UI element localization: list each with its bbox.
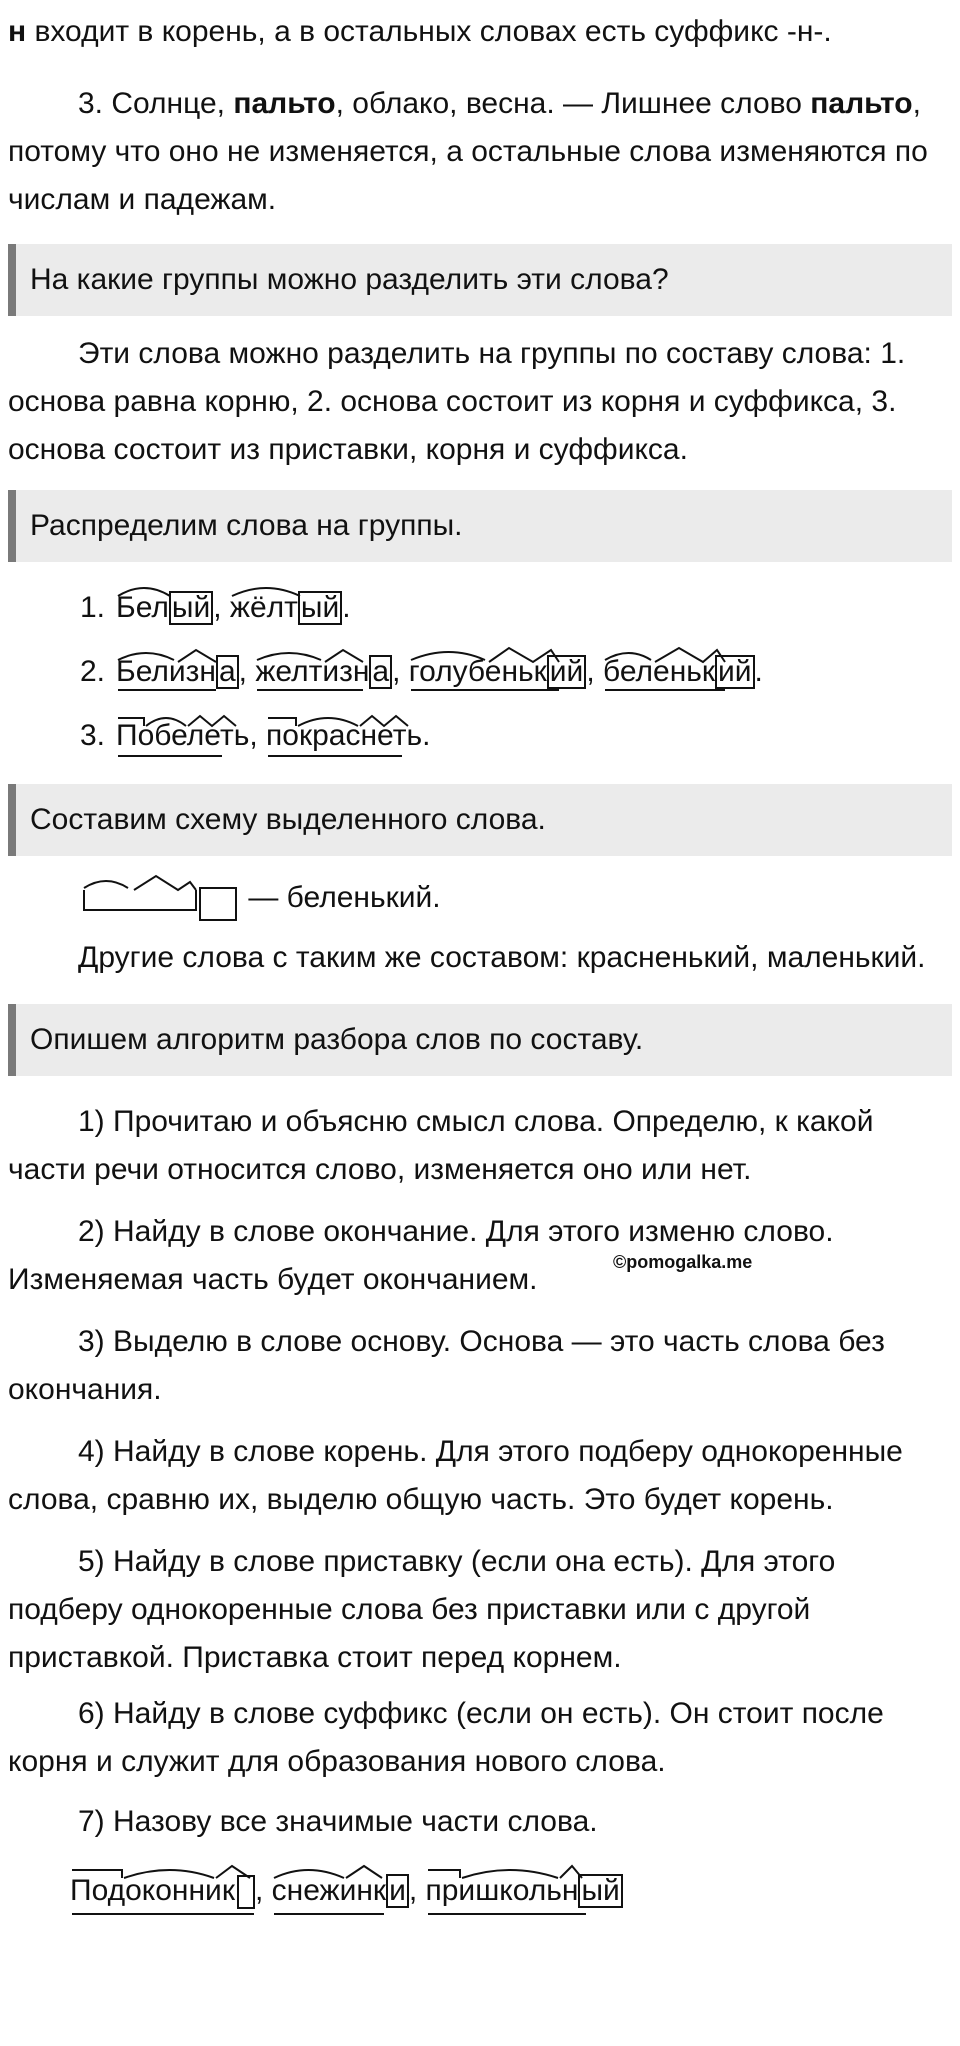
group-2 — [8, 640, 952, 704]
question-scheme: Составим схему выделенного слова. — [8, 784, 952, 856]
group-1 — [8, 576, 952, 640]
word-prishkolnyj — [426, 1856, 623, 1926]
separator: , — [213, 591, 230, 624]
final-example — [8, 1856, 952, 1926]
separator: . — [754, 655, 763, 688]
separator: , — [408, 1874, 426, 1907]
word-stem: пришкольн — [425, 1874, 579, 1907]
text: , потому что оно не изменяется, а остальные слова изменяются по числам и падежам. — [8, 87, 928, 216]
intro-line — [8, 8, 952, 56]
word-belenkij — [603, 640, 755, 704]
question-groups: На какие группы можно разделить эти слова? — [8, 244, 952, 316]
group-3 — [8, 704, 952, 768]
separator: , — [254, 1874, 272, 1907]
word-golubenkij — [409, 640, 587, 704]
watermark: ©pomogalka.me — [613, 1252, 753, 1272]
ending-box: ый — [298, 591, 342, 625]
question-algorithm: Опишем алгоритм разбора слов по составу. — [8, 1004, 952, 1076]
word-stem: Бел — [116, 591, 169, 624]
word-stem: беленьк — [602, 655, 716, 688]
bold-word: пальто — [810, 87, 913, 120]
paragraph-3 — [8, 80, 952, 224]
ending-box: ий — [715, 655, 755, 689]
word-pokrasnet — [266, 704, 422, 768]
word-pobelet — [116, 704, 249, 768]
word-snezhinki — [272, 1856, 409, 1926]
scheme-line — [8, 870, 952, 926]
question-distribute: Распределим слова на группы. — [8, 490, 952, 562]
list-number: 3. — [80, 719, 106, 752]
step-2: 2) Найду в слове окончание. Для этого изменю слово. Изменяемая часть будет окончанием. — [8, 1215, 834, 1296]
word-text: Подоконник — [70, 1874, 235, 1907]
intro-text: входит в корень, а в остальных словах есть суффикс -н-. — [26, 15, 832, 48]
word-text: Побелеть — [116, 719, 250, 752]
step-4: 4) Найду в слове корень. Для этого подберу однокоренные слова, сравню их, выделю общую часть. Это будет корень. — [8, 1435, 903, 1516]
word-stem: желтизн — [255, 655, 370, 688]
word-stem: снежинк — [271, 1874, 387, 1907]
list-number: 1. — [80, 591, 106, 624]
word-stem: голубеньк — [408, 655, 547, 688]
word-stem: Белизн — [116, 655, 216, 688]
bold-letter: н — [8, 15, 27, 48]
ending-box: ый — [169, 591, 213, 625]
bold-word: пальто — [233, 87, 336, 120]
separator: , — [392, 655, 409, 688]
word-text: покраснеть — [266, 719, 423, 752]
separator: , — [249, 719, 267, 752]
ending-box: ий — [547, 655, 587, 689]
ending-box: и — [386, 1874, 409, 1908]
word-stem: жёлт — [229, 591, 298, 624]
separator: . — [342, 591, 351, 624]
ending-box: а — [216, 655, 239, 689]
separator: , — [238, 655, 256, 688]
word-podokonnik — [70, 1856, 255, 1926]
step-7: 7) Назову все значимые части слова. — [78, 1805, 598, 1838]
text: , облако, весна. — Лишнее слово — [335, 87, 811, 120]
step-3: 3) Выделю в слове основу. Основа — это часть слова без окончания. — [8, 1325, 885, 1406]
word-scheme-diagram — [80, 874, 240, 924]
word-zheltyj — [230, 576, 342, 640]
text: 3. Солнце, — [78, 87, 234, 120]
empty-ending-box — [237, 1875, 255, 1909]
page-content — [8, 0, 952, 1926]
step-5: 5) Найду в слове приставку (если она есть). Для этого подберу однокоренные слова без приставки или с другой приставкой. Приставка стоит перед корнем. — [8, 1545, 836, 1674]
list-number: 2. — [80, 655, 106, 688]
answer-scheme: Другие слова с таким же составом: красненький, маленький. — [78, 941, 926, 974]
separator: , — [586, 655, 603, 688]
separator: . — [422, 719, 431, 752]
step-1: 1) Прочитаю и объясню смысл слова. Определю, к какой части речи относится слово, изменяется оно или нет. — [8, 1105, 874, 1186]
answer-groups: Эти слова можно разделить на группы по составу слова: 1. основа равна корню, 2. основа состоит из корня и суффикса, 3. основа состоит из приставки, корня и суффикса. — [8, 337, 906, 466]
ending-box: а — [369, 655, 392, 689]
ending-box: ый — [578, 1874, 622, 1908]
word-zheltizna — [255, 640, 392, 704]
step-6: 6) Найду в слове суффикс (если он есть). Он стоит после корня и служит для образования нового слова. — [8, 1697, 884, 1778]
word-belyj — [116, 576, 213, 640]
scheme-label: — беленький. — [240, 881, 441, 914]
word-belizna — [116, 640, 239, 704]
